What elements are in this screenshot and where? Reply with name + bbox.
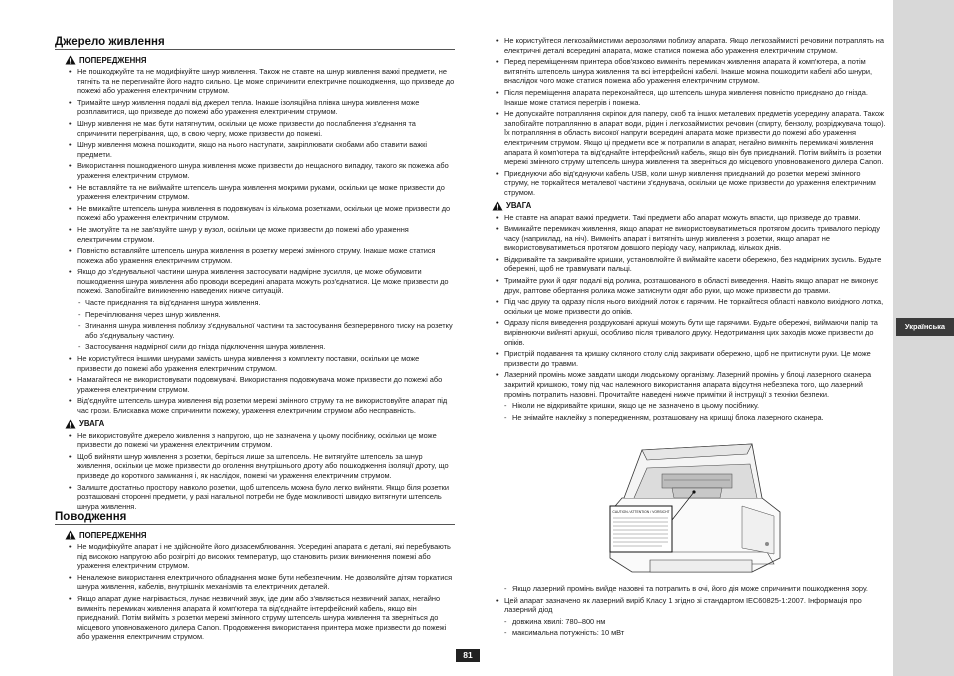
list-item: • Тримайте руки й одяг подалі від ролика, розташованого в області виведення. Навіть якщо апарат не виконує друк, раптове обертання ролика може затиснути одяг або руки, що може призвести до травми. (492, 276, 887, 295)
list-item: • Не користуйтеся іншими шнурами замість шнура живлення з комплекту поставки, оскільки це може призвести до пожежі або ураження електричним струмом. (55, 354, 455, 373)
list-item: • Не ставте на апарат важкі предмети. Такі предмети або апарат можуть впасти, що призведе до травми. (492, 213, 887, 223)
sub-item: - Не знімайте наклейку з попередженням, розташовану на кришці блока лазерного сканера. (492, 413, 887, 423)
list-item: • Не допускайте потрапляння скріпок для паперу, скоб та інших металевих предметів усередину апарата. Також запобігайте потраплянню в апарат води, рідин і легкозаймистих речовин (спирту, бензолу, розріджувача тощо). Їх потрапляння в область високої напруги всередині апарата може призвести до пожежі або ураження електричним струмом. Якщо ці предмети все ж потрапили в апарат, негайно вимкніть перемикачі живлення апарата й комп'ютера та від'єднайте інтерфейсний кабель, якщо він був приєднаний. Потім вийміть із розетки мережі змінного струму штепсель шнура живлення та зверніться до місцевого уповноваженого дилера Canon. (492, 109, 887, 167)
list-item: • Тримайте шнур живлення подалі від джерел тепла. Інакше ізоляційна плівка шнура живлення може розплавитися, що призведе до пожежі або ураження електричним струмом. (55, 98, 455, 117)
laser-info-block (492, 584, 887, 640)
list-item: • Не користуйтеся легкозаймистими аерозолями поблизу апарата. Якщо легкозаймисті речовини потраплять на електричні деталі всередині апарата, може статися пожежа або ураження електричним струмом. (492, 36, 887, 55)
caution-icon (65, 419, 76, 429)
list-item: • Приєднуючи або від'єднуючи кабель USB, коли шнур живлення приєднаний до розетки мережі змінного струму, не торкайтеся металевої частини з'єднувача, оскільки це може призвести до ураження електричним струмом. (492, 169, 887, 198)
list-item: • Щоб вийняти шнур живлення з розетки, беріться лише за штепсель. Не витягуйте штепсель за шнур живлення, оскільки це може призвести до оголення внутрішнього дроту або пошкодження ізоляції дроту, що призведе до короткого замикання і, як наслідок, пожежі чи ураження електричним струмом. (55, 452, 455, 481)
list-item: • Не вставляйте та не виймайте штепсель шнура живлення мокрими руками, оскільки це може призвести до ураження електричним струмом. (55, 183, 455, 202)
sub-item: - Якщо лазерний промінь вийде назовні та потрапить в очі, його дія може спричинити пошкодження зору. (492, 584, 887, 594)
list-item: • Лазерний промінь може завдати шкоди людському організму. Лазерний промінь у блоці лазерного сканера закритий кришкою, тому під час належного використання апарата відсутня небезпека того, що лазерний промінь потрапить назовні. Прочитайте наведені нижче примітки й інструкції з техніки безпеки. (492, 370, 887, 399)
list-item: • Якщо до з'єднувальної частини шнура живлення застосувати надмірне зусилля, це може обумовити пошкодження шнура живлення або проводи всередині апарата можуть роз'єднатися. Це може призвести до пожежі. Запобігайте виникненню наведених нижче ситуацій. (55, 267, 455, 296)
list-item: • Намагайтеся не використовувати подовжувачі. Використання подовжувача може призвести до пожежі або ураження електричним струмом. (55, 375, 455, 394)
list-item: • Вимикайте перемикач живлення, якщо апарат не використовуватиметься протягом досить тривалого періоду часу (наприклад, на ніч). Вимкніть апарат і витягніть шнур живлення з розетки, якщо апарат не використовуватиметься протягом довшого періоду часу, наприклад, кількох днів. (492, 224, 887, 253)
caution-label: УВАГА (506, 201, 532, 210)
section-title-handling: Поводження (55, 511, 455, 525)
sub-item: - максимальна потужність: 10 мВт (492, 628, 887, 638)
list-item: • Шнур живлення не має бути натягнутим, оскільки це може призвести до послаблення з'єднання та спричинити перегрівання, що, в свою чергу, може призвести до пожежі. (55, 119, 455, 138)
list-item: • Використання пошкодженого шнура живлення може призвести до нещасного випадку, такого як пожежа або ураження електричним струмом. (55, 161, 455, 180)
list-item: • Залиште достатньо простору навколо розетки, щоб штепсель можна було легко вийняти. Якщо біля розетки розташовані сторонні предмети, у разі нагальної потреби не буде можливості швидко витягнути штепсель шнура живлення. (55, 483, 455, 512)
warning-icon (65, 55, 76, 65)
list-item: • Пристрій подавання та кришку скляного столу слід закривати обережно, щоб не притиснути руки. Це може призвести до травми. (492, 349, 887, 368)
warning-icon (65, 530, 76, 540)
list-item: • Після переміщення апарата переконайтеся, що штепсель шнура живлення повністю приєднано до гнізда. Інакше може статися перегрів і пожежа. (492, 88, 887, 107)
page-number: 81 (456, 649, 480, 662)
sub-item: - Згинання шнура живлення поблизу з'єднувальної частини та застосування безперервного тиску на розетку або з'єднувальну частину. (55, 321, 455, 340)
list-item: • Не використовуйте джерело живлення з напругою, що не зазначена у цьому посібнику, оскільки це може призвести до пожежі чи ураження електричним струмом. (55, 431, 455, 450)
caution-heading (65, 419, 455, 429)
caution-label: УВАГА (79, 419, 105, 429)
list-item: • Повністю вставляйте штепсель шнура живлення в розетку мережі змінного струму. Інакше може статися пожежа або ураження електричним струмом. (55, 246, 455, 265)
list-item: • Відкривайте та закривайте кришки, установлюйте й виймайте касети обережно, без надмірних зусиль. Будьте обережні, щоб не травмувати пальці. (492, 255, 887, 274)
handling-warning-block (55, 530, 455, 644)
list-item: • Якщо апарат дуже нагрівається, лунає незвичний звук, іде дим або з'являється незвичний запах, негайно вимкніть перемикач живлення апарата й комп'ютера та від'єднайте інтерфейсний кабель, якщо він приєднаний. Потім вийміть з розетки мережі змінного струму штепсель шнура живлення та зверніться до місцевого уповноваженого дилера Canon. Продовження використання принтера може призвести до пожежі або ураження електричним струмом. (55, 594, 455, 642)
list-item: • Перед переміщенням принтера обов'язково вимкніть перемикач живлення апарата й комп'ютера, а потім витягніть штепсель шнура живлення та всі інтерфейсні кабелі. Інакше можна пошкодити кабелі або шнури, внаслідок чого може статися пожежа або ураження електричним струмом. (492, 57, 887, 86)
list-item: • Цей апарат зазначено як лазерний виріб Класу 1 згідно зі стандартом IEC60825-1:2007. Інформація про лазерний діод (492, 596, 887, 615)
list-item: • Не пошкоджуйте та не модифікуйте шнур живлення. Також не ставте на шнур живлення важкі предмети, не тягніть та не перегинайте його надто сильно. Це може спричинити електричне пошкодження, що призведе до пожежі або ураження електричним струмом. (55, 67, 455, 96)
warning-label: ПОПЕРЕДЖЕННЯ (79, 55, 147, 65)
list-item: • Під час друку та одразу після нього вихідний лоток є гарячим. Не торкайтеся області навколо вихідного лотка, оскільки це може призвести до опіків. (492, 297, 887, 316)
list-item: • Від'єднуйте штепсель шнура живлення від розетки мережі змінного струму та не використовуйте апарат під час грози. Блискавка може спричинити пожежу, ураження електричним струмом або несправність. (55, 396, 455, 415)
list-item: • Неналежне використання електричного обладнання може бути небезпечним. Не дозволяйте дітям торкатися шнура живлення, кабелів, внутрішніх механізмів та електричних деталей. (55, 573, 455, 592)
section-title-power: Джерело живлення (55, 36, 455, 50)
sub-item: - Перечіплювання через шнур живлення. (55, 310, 455, 320)
printer-laser-label-illustration (602, 440, 787, 582)
sub-item: - довжина хвилі: 780–800 нм (492, 617, 887, 627)
list-item: • Не вмикайте штепсель шнура живлення в подовжувач із кількома розетками, оскільки це може призвести до пожежі або ураження електричним струмом. (55, 204, 455, 223)
warning-heading (65, 530, 455, 540)
power-warning-block (55, 55, 455, 513)
list-item: • Не модифікуйте апарат і не здійснюйте його дизасемблювання. Усередині апарата є деталі, які перебувають під високою напругою або розігріті до високих температур, що становить ризик виникнення пожежі або ураження електричним струмом. (55, 542, 455, 571)
sub-item: - Ніколи не відкривайте кришки, якщо це не зазначено в цьому посібнику. (492, 401, 887, 411)
side-margin (893, 0, 954, 676)
caution-icon (492, 201, 503, 211)
list-item: • Не змотуйте та не зав'язуйте шнур у вузол, оскільки це може призвести до пожежі або ураження електричним струмом. (55, 225, 455, 244)
list-item: • Одразу після виведення роздруковані аркуші можуть бути ще гарячими. Будьте обережні, виймаючи папір та вирівнюючи вийняті аркуші, особливо після тривалого друку. Недотримання цих заходів може призвести до опіків. (492, 318, 887, 347)
caution-heading (492, 201, 887, 211)
warning-heading (65, 55, 455, 65)
warning-label: ПОПЕРЕДЖЕННЯ (79, 530, 147, 540)
sub-item: - Застосування надмірної сили до гнізда підключення шнура живлення. (55, 342, 455, 352)
sub-item: - Часте приєднання та від'єднання шнура живлення. (55, 298, 455, 308)
list-item: • Шнур живлення можна пошкодити, якщо на нього наступати, закріплювати скобами або ставити важкі предмети. (55, 140, 455, 159)
laser-label-caption: CAUTION / ATTENTION / VORSICHT (612, 510, 670, 514)
language-tab: Українська (896, 318, 954, 336)
handling-continued-block (492, 36, 887, 424)
